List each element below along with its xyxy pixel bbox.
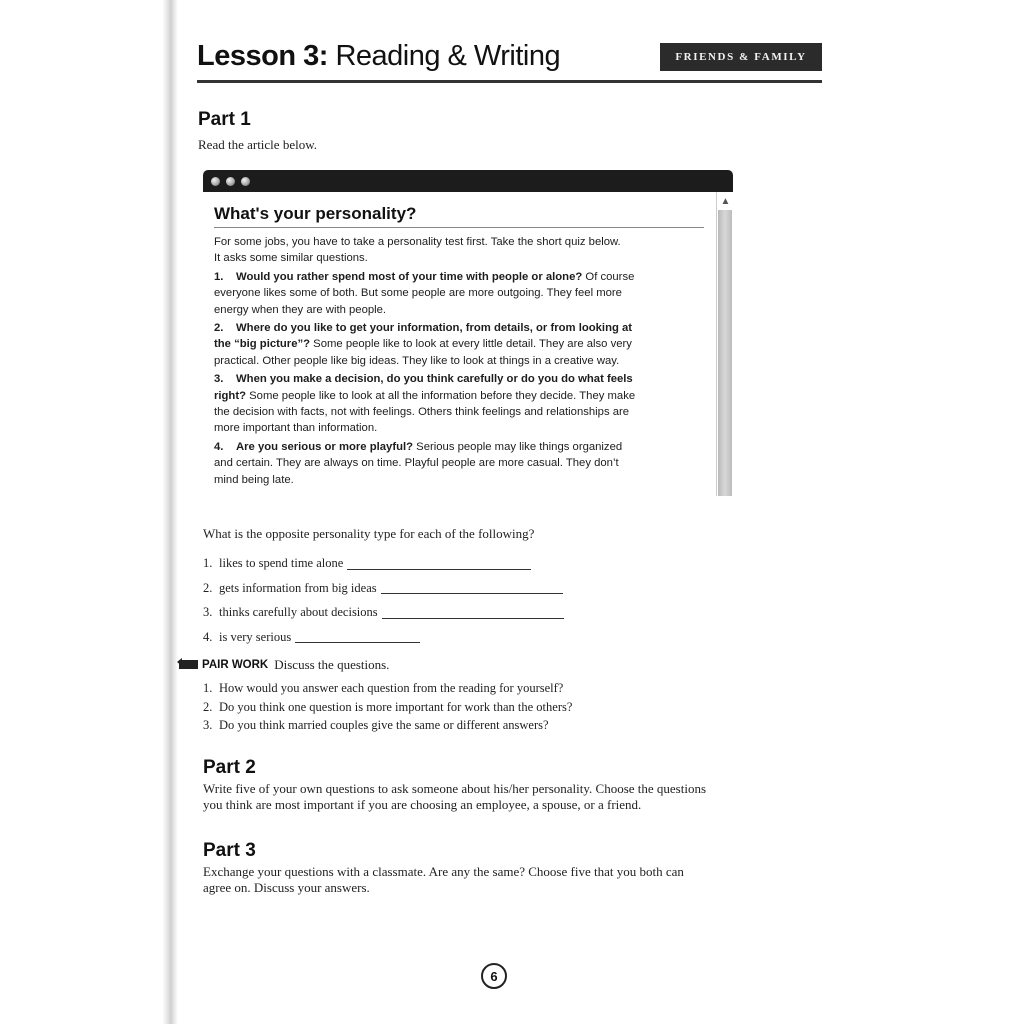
scroll-up-arrow-icon[interactable]: ▲ [720,195,731,207]
article-question-4: 4. Are you serious or more playful? Serious people may like things organized and certain. They are always on time. Playful people are more casual. They don’t mind being late. [214,440,623,486]
lesson-title [197,40,560,73]
part2-instruction: Write five of your own questions to ask someone about his/her personality. Choose the questions you think are most important if you are choosing an employee, a spouse, or a friend. [203,781,707,812]
page-number: 6 [481,963,507,989]
lesson-name: Reading & Writing [335,40,561,72]
article-question-2: 2. Where do you like to get your information, from details, or from looking at the “big picture”? Some people like to look at every little detail. They are also very practical. Other people like big ideas. They like to look at things in a creative way. [214,322,633,367]
list-item: 3. Do you think married couples give the same or different answers? [203,718,549,732]
title-divider [197,80,822,83]
window-title-bar [203,170,733,192]
pair-work-label: PAIR WORK [202,659,269,671]
window-minimize-dot-icon[interactable] [226,177,235,186]
article-title-divider [214,227,704,228]
exercise-item: 4. is very serious [203,625,564,650]
answer-blank-2[interactable] [381,593,563,594]
article-window [203,170,733,496]
part3-instruction: Exchange your questions with a classmate. Are any the same? Choose five that you both can agree on. Discuss your answers. [203,864,684,895]
exercise-item: 2. gets information from big ideas [203,576,564,601]
answer-blank-3[interactable] [382,618,564,619]
pair-work-text: Discuss the questions. [274,657,390,672]
answer-blank-4[interactable] [295,642,420,643]
topic-badge: FRIENDS & FAMILY [660,43,822,71]
list-item: 1. How would you answer each question from the reading for yourself? [203,681,564,695]
article-body [214,234,644,490]
article-question-3: 3. When you make a decision, do you think carefully or do you do what feels right? Some people like to look at all the information before they decide. They make the decision with facts, not with feelings. Others think feelings and relationships are more important than information. [214,373,636,435]
exercise-item: 1. likes to spend time alone [203,551,564,576]
article-scrollbar[interactable] [716,192,734,496]
article-intro: For some jobs, you have to take a personality test first. Take the short quiz below. It asks some similar questions. [214,236,621,265]
window-maximize-dot-icon[interactable] [241,177,250,186]
opposite-exercise-list [203,551,564,649]
article-question-1: 1. Would you rather spend most of your time with people or alone? Of course everyone likes some of both. But some people are more outgoing. They feel more energy when they are with people. [214,270,635,316]
part2-heading: Part 2 [203,757,256,778]
part1-heading: Part 1 [198,109,251,130]
article-content [203,192,715,496]
part1-instruction: Read the article below. [198,137,317,152]
part3-heading: Part 3 [203,840,256,861]
window-close-dot-icon[interactable] [211,177,220,186]
opposite-exercise-prompt: What is the opposite personality type for each of the following? [203,526,535,541]
pair-work-instruction [177,657,389,673]
scrollbar-thumb[interactable] [718,210,732,496]
lesson-number: Lesson 3: [197,40,328,72]
pair-work-arrow-icon [177,658,199,672]
list-item: 2. Do you think one question is more important for work than the others? [203,699,573,714]
article-title: What's your personality? [214,204,417,223]
pair-work-list [203,679,572,735]
answer-blank-1[interactable] [347,569,531,570]
exercise-item: 3. thinks carefully about decisions [203,600,564,625]
